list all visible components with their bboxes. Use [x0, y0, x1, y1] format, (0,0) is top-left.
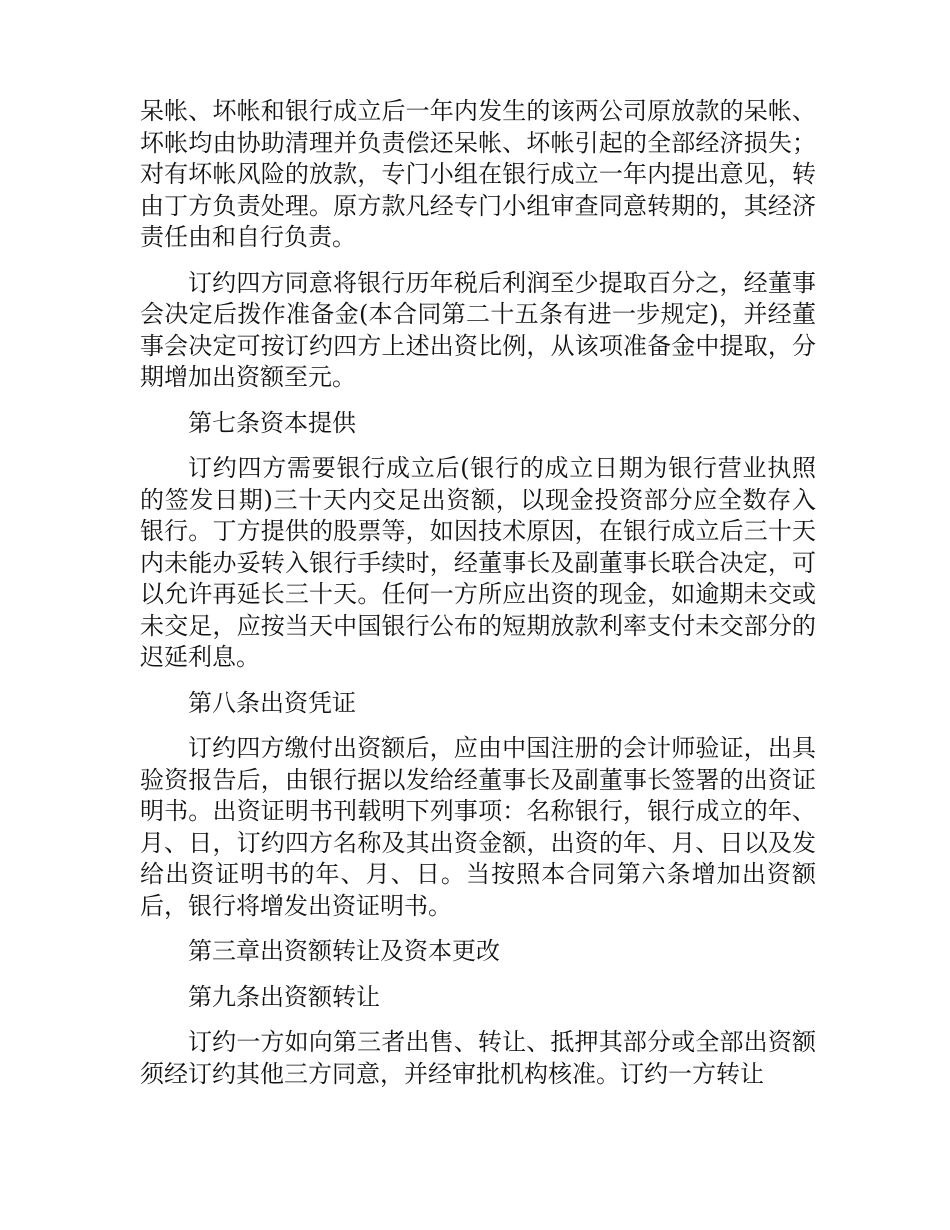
article-7-heading: 第七条资本提供	[188, 408, 356, 437]
article-9-heading: 第九条出资额转让	[188, 982, 380, 1011]
paragraph-capital-provision: 订约四方需要银行成立后(银行的成立日期为银行营业执照的签发日期)三十天内交足出资额，以现金投资部分应全数存入银行。丁方提供的股票等，如因技术原因，在银行成立后三十天内未能办妥转入银行手续时，经董事长及副董事长联合决定，可以允许再延长三十天。任何一方所应出资的现金，如逾期未交或未交足，应按当天中国银行公布的短期放款利率支付未交部分的迟延利息。	[140, 454, 816, 671]
paragraph-capital-transfer: 订约一方如向第三者出售、转让、抵押其部分或全部出资额须经订约其他三方同意，并经审批机构核准。订约一方转让	[140, 1028, 816, 1088]
document-body	[140, 96, 816, 1104]
paragraph-reserve-fund: 订约四方同意将银行历年税后利润至少提取百分之，经董事会决定后拨作准备金(本合同第二十五条有进一步规定)，并经董事会决定可按订约四方上述出资比例，从该项准备金中提取，分期增加出资额至元。	[140, 268, 816, 391]
paragraph-bad-debt-continuation: 呆帐、坏帐和银行成立后一年内发生的该两公司原放款的呆帐、坏帐均由协助清理并负责偿还呆帐、坏帐引起的全部经济损失；对有坏帐风险的放款，专门小组在银行成立一年内提出意见，转由丁方负责处理。原方款凡经专门小组审查同意转期的，其经济责任由和自行负责。	[140, 97, 816, 251]
paragraph-capital-certificate: 订约四方缴付出资额后，应由中国注册的会计师验证，出具验资报告后，由银行据以发给经董事长及副董事长签署的出资证明书。出资证明书刊载明下列事项：名称银行，银行成立的年、月、日，订约四方名称及其出资金额，出资的年、月、日以及发给出资证明书的年、月、日。当按照本合同第六条增加出资额后，银行将增发出资证明书。	[140, 734, 816, 920]
article-8-heading: 第八条出资凭证	[188, 688, 356, 717]
chapter-3-heading: 第三章出资额转让及资本更改	[188, 937, 500, 965]
